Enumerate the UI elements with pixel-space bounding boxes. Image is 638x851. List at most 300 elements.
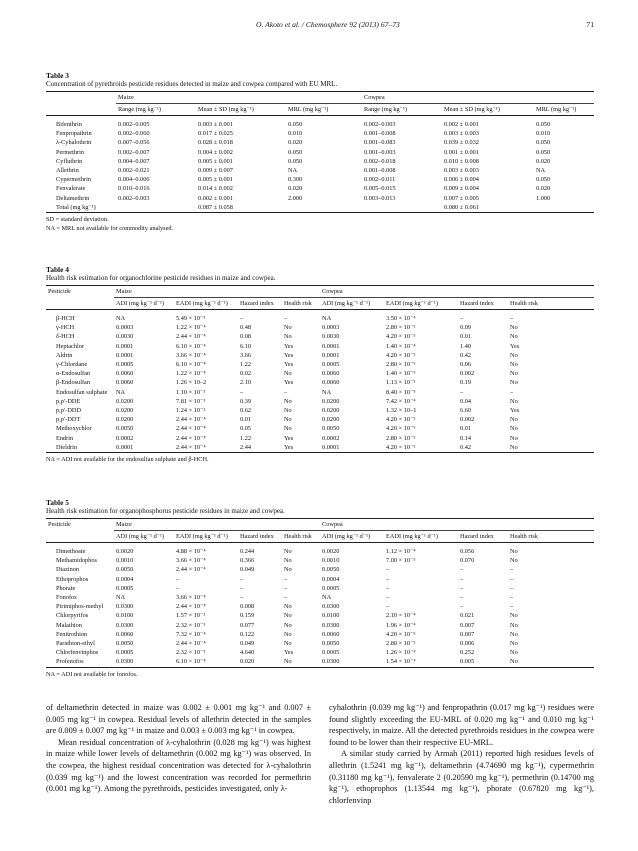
- table-cell: 0.002 ± 0.001: [444, 121, 479, 128]
- group-header: Maize: [114, 519, 320, 531]
- table-cell: 0.244: [240, 548, 255, 555]
- table-cell: –: [386, 566, 390, 574]
- table-cell: –: [176, 575, 180, 583]
- table-cell: 0.049: [240, 566, 255, 574]
- table-cell: 0.002 ± 0.001: [198, 194, 233, 202]
- table-cell: 4.20 × 10⁻⁵: [386, 425, 416, 433]
- table-cell: 0.0001: [116, 342, 134, 350]
- table-cell: 0.0005: [322, 584, 340, 592]
- table-cell: 0.050: [288, 121, 303, 128]
- table-cell: 0.050: [536, 121, 551, 128]
- row-label: Dimethoate: [56, 548, 86, 555]
- table-cell: 0.0050: [116, 640, 134, 648]
- table-cell: –: [510, 603, 514, 611]
- table-cell: 0.003–0.013: [364, 194, 396, 202]
- row-label: Chlorfenvinphos: [56, 649, 99, 657]
- table-cell: –: [460, 388, 464, 396]
- table-cell: –: [284, 594, 288, 602]
- table-cell: 3.66 × 10⁻⁴: [176, 351, 206, 359]
- table-cell: [534, 203, 594, 213]
- table-cell: No: [510, 649, 518, 657]
- table-cell: 7.00 × 10⁻⁵: [386, 557, 416, 565]
- table-cell: 0.0004: [322, 575, 340, 583]
- paragraph: of deltamethrin detected in maize was 0.002 ± 0.001 mg kg⁻¹ and 0.007 ± 0.005 mg kg⁻¹ in cowpea. Residual levels of allethrin detected in the samples are 0.009 ± 0.007 mg kg⁻¹ in maize and 0.003 ± 0.003 mg kg⁻¹ in cowpea.: [46, 703, 311, 736]
- table-cell: 0.020: [288, 139, 303, 147]
- table-cell: 1.54 × 10⁻⁴: [386, 658, 416, 666]
- table-cell: 0.252: [460, 649, 475, 657]
- table-cell: –: [284, 575, 288, 583]
- table-row: [46, 406, 594, 415]
- table-cell: 0.01: [240, 416, 252, 424]
- table-cell: 7.81 × 10⁻³: [176, 397, 206, 405]
- table-row: [46, 203, 594, 213]
- row-label: Deltamethrin: [56, 194, 90, 202]
- table-cell: 0.020: [288, 185, 303, 193]
- table-cell: No: [284, 416, 292, 424]
- running-head: [46, 20, 594, 34]
- table-cell: 1.22: [240, 434, 252, 442]
- table-cell: No: [284, 566, 292, 574]
- table-cell: –: [386, 584, 390, 592]
- table-cell: –: [460, 594, 464, 602]
- table-row: [46, 148, 594, 157]
- table-row: [46, 547, 594, 556]
- column-header: Mean ± SD (mg kg⁻¹): [444, 106, 500, 113]
- row-label: λ-Cyhalothrin: [56, 139, 92, 147]
- table-cell: –: [510, 315, 514, 322]
- row-label: α-Endosulfan: [56, 370, 91, 378]
- table-cell: 0.39: [240, 397, 252, 405]
- table-cell: –: [386, 575, 390, 583]
- table-cell: 0.017 ± 0.025: [198, 130, 233, 138]
- table-cell: 0.06: [460, 361, 472, 369]
- table-cell: 0.62: [240, 407, 252, 415]
- table-row: [46, 314, 594, 323]
- table-cell: 0.19: [460, 379, 472, 387]
- group-header: Cowpea: [320, 519, 594, 531]
- table-cell: 2.44: [240, 443, 252, 451]
- row-label: Bifenthrin: [56, 121, 82, 128]
- table-cell: 0.0300: [116, 658, 134, 666]
- table-cell: No: [510, 425, 518, 433]
- row-label: Fonofos: [56, 594, 77, 602]
- table-cell: 3.66 × 10⁻⁴: [176, 557, 206, 565]
- table-cell: 0.0002: [322, 434, 340, 442]
- table-row: [46, 129, 594, 138]
- row-label: Methamidophos: [56, 557, 97, 565]
- table-cell: 6.10 × 10⁻⁴: [176, 658, 206, 666]
- table-cell: 5.49 × 10⁻³: [176, 315, 206, 322]
- table-cell: –: [386, 603, 390, 611]
- table-cell: 0.01: [460, 333, 472, 341]
- table-cell: 0.004 ± 0.002: [198, 148, 233, 156]
- table-footnotes: [46, 216, 594, 233]
- table-cell: 1.32 × 10–1: [386, 407, 417, 415]
- table-cell: No: [510, 434, 518, 442]
- table-cell: 0.010: [536, 130, 551, 138]
- table-cell: 6.10 × 10⁻⁴: [176, 361, 206, 369]
- table-cell: 0.0200: [116, 407, 134, 415]
- row-label: Malathion: [56, 621, 82, 629]
- table-cell: No: [284, 397, 292, 405]
- column-header: Hazard index: [460, 300, 494, 307]
- table-caption: Health risk estimation for organophosphorus pesticide residues in maize and cowpea.: [46, 507, 285, 515]
- table-cell: 0.003 ± 0.001: [198, 121, 233, 128]
- table-row: [46, 648, 594, 657]
- table-cell: 4.20 × 10⁻⁵: [386, 351, 416, 359]
- table-cell: 0.0060: [322, 370, 340, 378]
- row-label: Fenpropathrin: [56, 130, 92, 138]
- table-cell: 1.22 × 10⁻⁴: [176, 324, 206, 332]
- row-label: p,p′-DDE: [56, 397, 81, 405]
- table-row: [46, 556, 594, 565]
- table-cell: NA: [322, 315, 332, 322]
- table-cell: 0.0020: [322, 548, 340, 555]
- column-header: Health risk: [284, 533, 312, 540]
- table-cell: 0.007 ± 0.005: [444, 194, 479, 202]
- table-cell: 3.66 × 10⁻⁴: [176, 594, 206, 602]
- table-cell: 0.0200: [322, 407, 340, 415]
- row-label: p,p′-DDD: [56, 407, 81, 415]
- table-cell: 0.002–0.018: [364, 157, 396, 165]
- group-header: Maize: [114, 286, 320, 298]
- table-row: [46, 138, 594, 147]
- table-row: [46, 415, 594, 424]
- table-cell: 0.002–0.011: [364, 176, 396, 184]
- table-cell: 0.001 ± 0.001: [444, 148, 479, 156]
- table-cell: 2.000: [288, 194, 303, 202]
- row-label: Cypermethrin: [56, 176, 91, 184]
- table-cell: –: [510, 388, 514, 396]
- table-cell: 0.42: [460, 351, 472, 359]
- row-label: Fenvalerate: [56, 185, 86, 193]
- table5-grid: [46, 518, 594, 668]
- table-cell: 0.0050: [322, 425, 340, 433]
- table-cell: No: [510, 379, 518, 387]
- table-cell: 0.0010: [322, 557, 340, 565]
- table-cell: –: [284, 584, 288, 592]
- table-cell: 0.0010: [116, 557, 134, 565]
- table-cell: 0.0200: [116, 397, 134, 405]
- paragraph: cyhalothrin (0.039 mg kg⁻¹) and fenpropathrin (0.017 mg kg⁻¹) residues were found slightly exceeding the EU-MRL of 0.020 mg kg⁻¹ and 0.010 mg kg⁻¹ respectively, in maize. All the detected pyrethroids residues in the cowpea were found to be lower than their respective EU-MRL.: [329, 703, 594, 747]
- table-cell: 0.159: [240, 612, 255, 620]
- table-cell: –: [460, 566, 464, 574]
- paragraph: A similar study carried by Armah (2011) reported high residues levels of allethrin (1.5241 mg kg⁻¹), deltamethrin (4.74690 mg kg⁻¹), cypermethrin (0.31180 mg kg⁻¹), fenvalerate 2 (0.20590 mg kg⁻¹), permethrin (0.14700 mg kg⁻¹), ethoprophos (1.13544 mg kg⁻¹), phorate (0.67820 mg kg⁻¹), chlorfenvinp: [329, 749, 594, 805]
- table-row: [46, 332, 594, 341]
- row-label: Endrin: [56, 434, 74, 442]
- table-cell: –: [240, 575, 244, 583]
- table-cell: 0.080 ± 0.061: [444, 203, 479, 211]
- table-cell: 0.0001: [116, 443, 134, 451]
- table-cell: 0.049: [240, 640, 255, 648]
- table-cell: –: [510, 594, 514, 602]
- table-cell: 0.0200: [322, 416, 340, 424]
- table-row: [46, 657, 594, 667]
- group-header: Maize: [116, 92, 362, 104]
- table-cell: 4.20 × 10⁻⁵: [386, 333, 416, 341]
- table-cell: 0.0300: [322, 621, 340, 629]
- table-cell: 0.010: [288, 130, 303, 138]
- table-cell: NA: [288, 167, 298, 175]
- column-header: Mean ± SD (mg kg⁻¹): [198, 106, 254, 113]
- table-cell: 0.122: [240, 630, 255, 638]
- table-cell: 0.020: [536, 185, 551, 193]
- column-header: EADI (mg kg⁻¹ d⁻¹): [176, 533, 228, 540]
- table-row: [46, 434, 594, 443]
- column-header: Hazard index: [240, 300, 274, 307]
- table-cell: No: [510, 416, 518, 424]
- table-cell: 0.0060: [116, 379, 134, 387]
- table-cell: 3.50 × 10⁻⁴: [386, 315, 416, 322]
- table-row: [46, 593, 594, 602]
- table-cell: NA: [322, 388, 332, 396]
- table-cell: 0.001–0.008: [364, 130, 396, 138]
- table-footnotes: [46, 671, 594, 680]
- table-cell: No: [284, 425, 292, 433]
- table-cell: 0.002–0.003: [364, 121, 396, 128]
- table-cell: 0.0005: [322, 361, 340, 369]
- table-cell: 0.020: [240, 658, 255, 666]
- table-cell: 0.14: [460, 434, 472, 442]
- table-cell: 2.80 × 10⁻⁵: [386, 324, 416, 332]
- table-cell: 0.087 ± 0.058: [198, 203, 233, 211]
- table-row: [46, 584, 594, 593]
- table-cell: 0.010–0.016: [118, 185, 150, 193]
- table-cell: 7.42 × 10⁻⁴: [386, 397, 416, 405]
- table-caption: Health risk estimation for organochlorine pesticide residues in maize and cowpea.: [46, 274, 276, 282]
- table-caption: Concentration of pyrethroids pesticide residues detected in maize and cowpea compared with EU MRL.: [46, 80, 338, 88]
- table-cell: No: [510, 443, 518, 451]
- table-cell: –: [386, 594, 390, 602]
- table-cell: 2.44 × 10⁻⁴: [176, 333, 206, 341]
- sub-header-row: [46, 298, 594, 310]
- table-row: [46, 157, 594, 166]
- table-cell: No: [510, 361, 518, 369]
- table-cell: No: [510, 548, 518, 555]
- column-header: Health risk: [510, 300, 538, 307]
- table-cell: 0.021: [460, 612, 475, 620]
- table-cell: 1.12 × 10⁻⁴: [386, 548, 416, 555]
- table-cell: No: [284, 333, 292, 341]
- table-cell: –: [240, 584, 244, 592]
- row-label: Total (mg kg⁻¹): [56, 203, 96, 211]
- table-cell: 0.007–0.056: [118, 139, 150, 147]
- table-cell: [362, 203, 442, 213]
- table-cell: No: [284, 557, 292, 565]
- row-label: Allethrin: [56, 167, 79, 175]
- table-label: Table 3: [46, 71, 69, 80]
- table-cell: No: [284, 612, 292, 620]
- table-cell: 0.005: [460, 658, 475, 666]
- table-cell: –: [240, 594, 244, 602]
- table-cell: Yes: [510, 342, 520, 350]
- table-cell: 0.05: [240, 425, 252, 433]
- sub-header-row: [46, 104, 594, 116]
- table-row: [46, 378, 594, 387]
- table-cell: No: [510, 324, 518, 332]
- table-cell: 1.40: [460, 342, 472, 350]
- table-cell: 0.020: [536, 157, 551, 165]
- column-header: EADI (mg kg⁻¹ d⁻¹): [386, 533, 438, 540]
- table-cell: 1.40 × 10⁻⁴: [386, 342, 416, 350]
- table-cell: 0.028 ± 0.018: [198, 139, 233, 147]
- table-cell: 0.01: [460, 425, 472, 433]
- table-cell: Yes: [284, 379, 294, 387]
- table-cell: 0.007: [460, 621, 475, 629]
- table-cell: 0.0005: [116, 649, 134, 657]
- column-header: Health risk: [284, 300, 312, 307]
- row-label: Chlorpyrifos: [56, 612, 89, 620]
- table-cell: 0.005 ± 0.001: [198, 176, 233, 184]
- table-cell: –: [284, 388, 288, 396]
- table-cell: No: [284, 407, 292, 415]
- table-row: [46, 323, 594, 332]
- table-cell: 0.050: [536, 139, 551, 147]
- table-cell: 1.22: [240, 361, 252, 369]
- row-label: Pirimiphos-methyl: [56, 603, 104, 611]
- row-label: Phorate: [56, 584, 76, 592]
- table-3: [46, 71, 594, 233]
- table-cell: 0.0300: [322, 603, 340, 611]
- table-cell: 0.056: [460, 548, 475, 555]
- table-cell: 0.0300: [116, 603, 134, 611]
- table-cell: 2.10 × 10⁻⁴: [386, 612, 416, 620]
- row-label: Endosulfan sulphate: [56, 388, 108, 396]
- table-cell: No: [510, 658, 518, 666]
- row-label: Permethrin: [56, 148, 84, 156]
- table-cell: –: [510, 566, 514, 574]
- table-cell: 4.20 × 10⁻⁵: [386, 630, 416, 638]
- column-header: ADI (mg kg⁻¹ d⁻¹): [116, 533, 165, 540]
- table-cell: 0.050: [536, 148, 551, 156]
- row-label: Ethoprophos: [56, 575, 89, 583]
- table-cell: No: [510, 557, 518, 565]
- table-row: [46, 424, 594, 433]
- table-cell: No: [510, 640, 518, 648]
- table-cell: 2.44 × 10⁻⁴: [176, 640, 206, 648]
- table-cell: 0.0060: [116, 370, 134, 378]
- table-cell: 0.050: [536, 176, 551, 184]
- table-cell: 4.20 × 10⁻⁵: [386, 416, 416, 424]
- table-cell: NA: [536, 167, 546, 175]
- table-cell: 4.640: [240, 649, 255, 657]
- table-cell: 2.10: [240, 379, 252, 387]
- table-cell: 0.366: [240, 557, 255, 565]
- row-label: Diazinon: [56, 566, 80, 574]
- table-cell: 1.22 × 10⁻⁴: [176, 370, 206, 378]
- table-cell: Yes: [284, 351, 294, 359]
- table-cell: –: [460, 603, 464, 611]
- journal-citation: O. Akoto et al. / Chemosphere 92 (2013) 67–73: [256, 20, 400, 29]
- table-cell: No: [510, 621, 518, 629]
- table-cell: No: [284, 630, 292, 638]
- table-cell: 2.44 × 10⁻⁴: [176, 425, 206, 433]
- column-header: Hazard index: [240, 533, 274, 540]
- column-header: MRL (mg kg⁻¹): [288, 106, 329, 113]
- column-header: Range (mg kg⁻¹): [364, 106, 407, 113]
- table-cell: No: [284, 324, 292, 332]
- table-cell: Yes: [284, 649, 294, 657]
- table-cell: Yes: [284, 434, 294, 442]
- table-row: [46, 575, 594, 584]
- table-row: [46, 175, 594, 184]
- table-4: [46, 265, 594, 465]
- table-cell: 0.08: [240, 333, 252, 341]
- row-label: Methoxychlor: [56, 425, 92, 433]
- row-label: Cyfluthrin: [56, 157, 83, 165]
- table-cell: Yes: [510, 407, 520, 415]
- table-cell: 0.0300: [116, 621, 134, 629]
- table-row: [46, 184, 594, 193]
- table-cell: No: [284, 548, 292, 555]
- table-cell: 0.0005: [116, 361, 134, 369]
- table-cell: 7.32 × 10⁻⁴: [176, 630, 206, 638]
- table-row: [46, 120, 594, 129]
- column-header: EADI (mg kg⁻¹ d⁻¹): [386, 300, 438, 307]
- table-cell: –: [284, 315, 288, 322]
- column-header: MRL (mg kg⁻¹): [536, 106, 577, 113]
- footnote: NA = MRL not available for commodity analysed.: [46, 224, 174, 232]
- column-header: ADI (mg kg⁻¹ d⁻¹): [322, 533, 371, 540]
- row-label: γ-Chlordane: [56, 361, 88, 369]
- table-cell: –: [460, 315, 464, 322]
- table-cell: 0.004–0.006: [118, 176, 150, 184]
- table-cell: 0.002: [460, 370, 475, 378]
- table-cell: 0.006: [460, 640, 475, 648]
- row-label: Heptachlor: [56, 342, 84, 350]
- table-cell: 0.0005: [116, 584, 134, 592]
- sub-header-row: [46, 531, 594, 543]
- footnote: NA = ADI not available for the endosulfan sulphate and β-HCH.: [46, 456, 209, 464]
- table-cell: No: [510, 397, 518, 405]
- page-number: 71: [586, 20, 594, 29]
- column-header: ADI (mg kg⁻¹ d⁻¹): [322, 300, 371, 307]
- table-cell: 6.60: [460, 407, 472, 415]
- table-cell: –: [510, 575, 514, 583]
- table-cell: 0.0050: [116, 566, 134, 574]
- table-cell: 0.002–0.007: [118, 148, 150, 156]
- table-cell: 1.26 × 10–2: [176, 379, 207, 387]
- group-header: Cowpea: [362, 92, 594, 104]
- table-label: Table 4: [46, 265, 69, 274]
- table-cell: No: [510, 612, 518, 620]
- table-cell: [286, 203, 362, 213]
- table-cell: 2.32 × 10⁻³: [176, 649, 206, 657]
- table-cell: 0.050: [288, 148, 303, 156]
- table-cell: 0.005–0.015: [364, 185, 396, 193]
- table-cell: 0.050: [288, 157, 303, 165]
- table-cell: 0.008: [240, 603, 255, 611]
- row-label: Parathion-ethyl: [56, 640, 95, 648]
- table-cell: 0.0060: [116, 630, 134, 638]
- row-label: β-Endosulfan: [56, 379, 90, 387]
- table-cell: 1.10 × 10⁻³: [176, 388, 206, 396]
- table-cell: 4.88 × 10⁻⁴: [176, 548, 206, 555]
- table-cell: Yes: [284, 443, 294, 451]
- column-header: Hazard index: [460, 533, 494, 540]
- table-cell: 0.0030: [322, 333, 340, 341]
- table-cell: 0.001–0.083: [364, 139, 396, 147]
- table-cell: 0.0060: [322, 379, 340, 387]
- row-label: Profenofos: [56, 658, 84, 666]
- table-row: [46, 443, 594, 453]
- table-cell: 1.24 × 10⁻²: [176, 407, 206, 415]
- table-cell: 0.077: [240, 621, 255, 629]
- table-cell: No: [510, 333, 518, 341]
- table-cell: NA: [322, 594, 332, 602]
- table-cell: 0.070: [460, 557, 475, 565]
- table-cell: 0.0005: [322, 649, 340, 657]
